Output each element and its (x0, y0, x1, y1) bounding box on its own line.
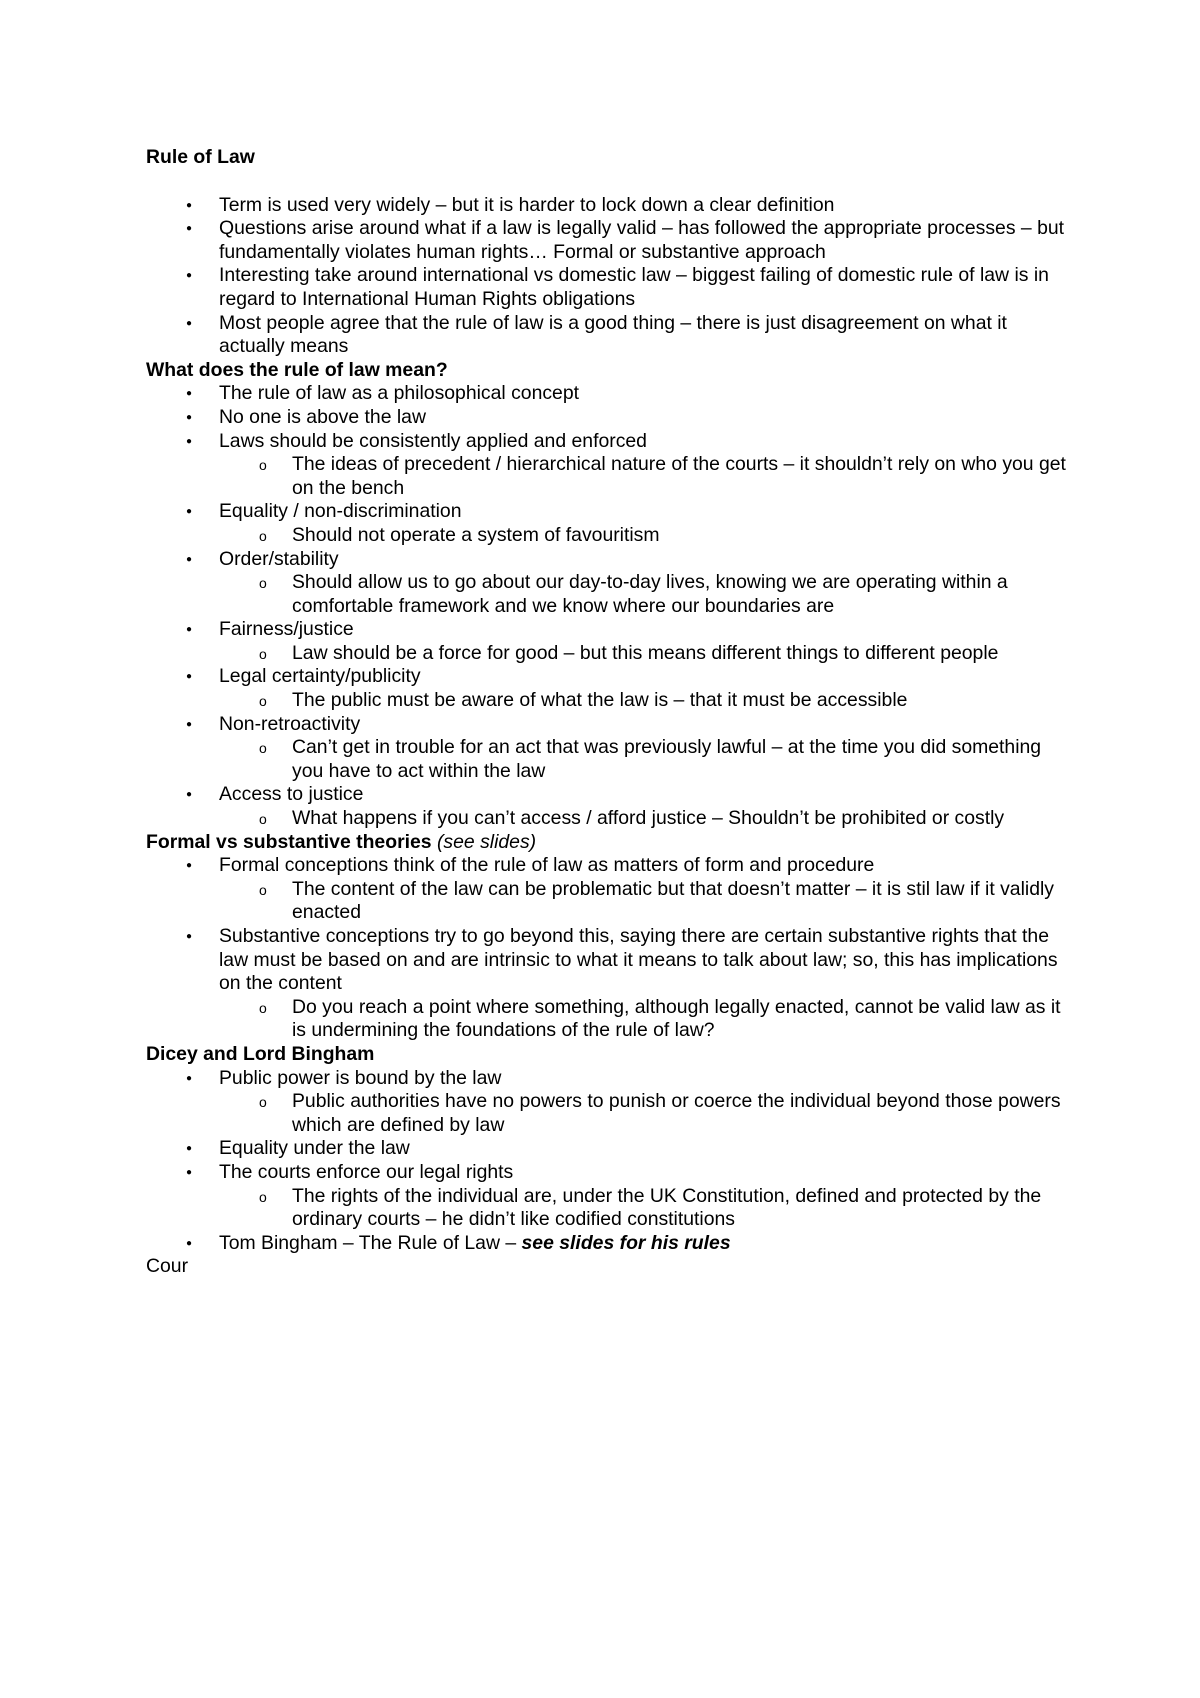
sub-list-item: o Law should be a force for good – but this means different things to different people (146, 642, 1066, 666)
list-item: ● No one is above the law (146, 406, 1066, 430)
list-item: ● Non-retroactivity (146, 713, 1066, 737)
list-item: ● Fairness/justice (146, 618, 1066, 642)
sub-list-item: o What happens if you can’t access / afford justice – Shouldn’t be prohibited or costly (146, 807, 1066, 831)
sub-list-item: o Should allow us to go about our day-to-day lives, knowing we are operating within a comfortable framework and we know where our boundaries are (146, 571, 1066, 618)
intro-list (146, 194, 1066, 359)
sub-list-item: o Do you reach a point where something, although legally enacted, cannot be valid law as it is undermining the foundations of the rule of law? (146, 996, 1066, 1043)
list-item: ● Interesting take around international vs domestic law – biggest failing of domestic rule of law is in regard to International Human Rights obligations (146, 264, 1066, 311)
list-item: ● The courts enforce our legal rights (146, 1161, 1066, 1185)
list-item: ● Most people agree that the rule of law is a good thing – there is just disagreement on what it actually means (146, 312, 1066, 359)
section-heading-dicey-bingham: Dicey and Lord Bingham (146, 1042, 375, 1065)
list-item: ● Term is used very widely – but it is harder to lock down a clear definition (146, 194, 1066, 218)
formal-substantive-list (146, 854, 1066, 1043)
list-item: ● Order/stability (146, 548, 1066, 572)
document-page (146, 146, 1066, 1279)
list-item: ● Public power is bound by the law (146, 1067, 1066, 1091)
sub-list-item: o Public authorities have no powers to punish or coerce the individual beyond those powers which are defined by law (146, 1090, 1066, 1137)
section-heading-text: Formal vs substantive theories (146, 830, 432, 853)
meaning-list (146, 382, 1066, 830)
section-heading-note: (see slides) (436, 830, 537, 853)
list-item: ● Substantive conceptions try to go beyond this, saying there are certain substantive rights that the law must be based on and are intrinsic to what it means to talk about law; so, this has implications on the content (146, 925, 1066, 996)
sub-list-item: o The content of the law can be problematic but that doesn’t matter – it is stil law if it validly enacted (146, 878, 1066, 925)
sub-list-item: o The rights of the individual are, under the UK Constitution, defined and protected by the ordinary courts – he didn’t like codified constitutions (146, 1185, 1066, 1232)
sub-list-item: o The public must be aware of what the law is – that it must be accessible (146, 689, 1066, 713)
document-title: Rule of Law (146, 146, 255, 168)
sub-list-item: o Should not operate a system of favouritism (146, 524, 1066, 548)
section-heading-meaning: What does the rule of law mean? (146, 358, 448, 381)
sub-list-item: o The ideas of precedent / hierarchical nature of the courts – it shouldn’t rely on who you get on the bench (146, 453, 1066, 500)
list-item: ● The rule of law as a philosophical concept (146, 382, 1066, 406)
list-item-text: Tom Bingham – The Rule of Law – (219, 1231, 522, 1254)
list-item: ● Formal conceptions think of the rule of law as matters of form and procedure (146, 854, 1066, 878)
list-item-emphasis: see slides for his rules (521, 1231, 731, 1254)
list-item: ● Access to justice (146, 783, 1066, 807)
section-heading-formal-substantive (146, 831, 1066, 855)
sub-list-item: o Can’t get in trouble for an act that was previously lawful – at the time you did something you have to act within the law (146, 736, 1066, 783)
list-item: ● Laws should be consistently applied and enforced (146, 430, 1066, 454)
dicey-bingham-list (146, 1067, 1066, 1256)
list-item: ● Equality / non-discrimination (146, 500, 1066, 524)
list-item (146, 1232, 1066, 1256)
list-item: ● Equality under the law (146, 1137, 1066, 1161)
trailing-text: Cour (146, 1255, 189, 1278)
list-item: ● Legal certainty/publicity (146, 665, 1066, 689)
list-item: ● Questions arise around what if a law is legally valid – has followed the appropriate processes – but fundamentally violates human rights… Formal or substantive approach (146, 217, 1066, 264)
